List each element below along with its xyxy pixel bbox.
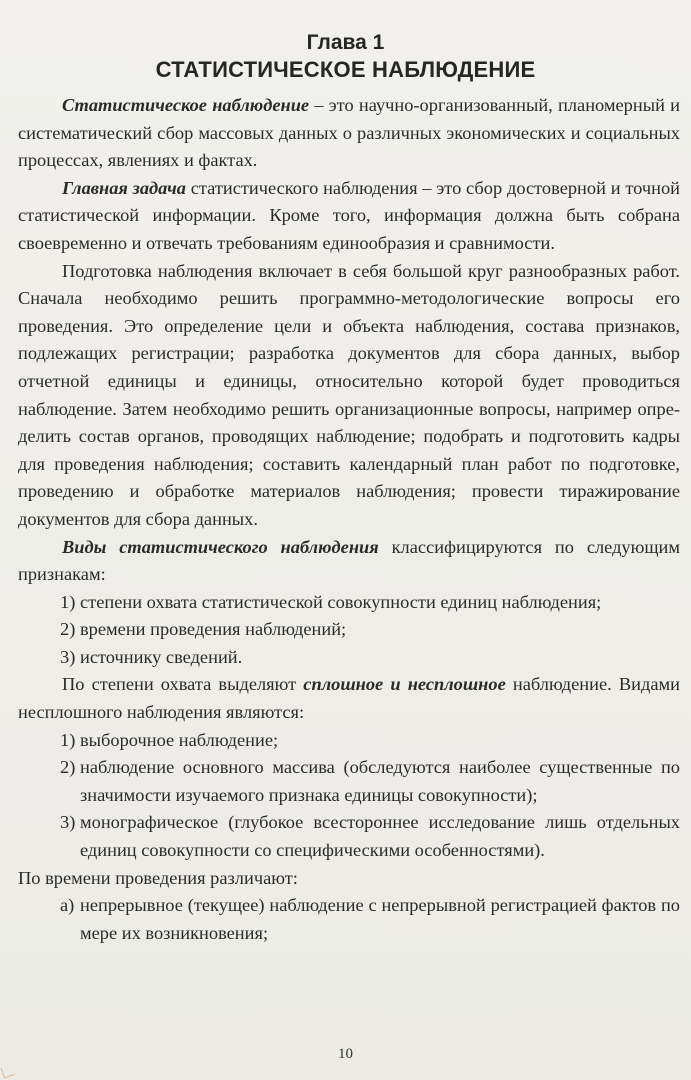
chapter-title: СТАТИСТИЧЕСКОЕ НАБЛЮДЕНИЕ	[155, 57, 536, 82]
list-marker: а)	[60, 895, 75, 916]
term-statistical-observation: Статистическое наблюдение	[62, 95, 310, 115]
list-marker: 1)	[60, 729, 76, 750]
page-number: 10	[338, 1046, 353, 1062]
paragraph-coverage	[18, 671, 680, 726]
list-item	[18, 892, 680, 947]
term-continuous-noncontinuous: сплошное и несплошное	[303, 674, 506, 695]
list-marker: 3)	[60, 646, 76, 667]
list-item	[18, 644, 680, 672]
list-item-text: источнику сведений.	[80, 646, 243, 667]
paragraph-preparation: Подготовка наблюдения включает в себя большой круг разнообразных работ. Сначала необходимо решить программно-методологические вопросы его проведения. Это определение цели и объекта наблюдения, состава признаков, подлежащих регистрации; разработка документов для сбора данных, выбор отчетной единицы и единицы, относительно которой будет проводиться наблюдение. Затем необходимо решить организационные вопросы, например определить состав органов, проводящих наблюдение; подобрать и подготовить кадры для проведения наблюдения; составить календарный план работ по подготовке, проведению и обработке материалов наблюдения; провести тиражирование документов для сбора данных.	[18, 260, 680, 529]
list-item-text: наблюдение основного массива (обследуются наиболее существенные по значимости изучаемого признака единицы совокупности);	[80, 757, 680, 805]
paragraph-types	[18, 534, 680, 589]
paragraph-text: классифицируются по следующим признакам:	[18, 536, 681, 585]
list-item	[18, 616, 680, 644]
term-main-task: Главная задача	[62, 177, 186, 198]
list-marker: 1)	[60, 591, 76, 612]
paragraph-text: статистического наблюдения – это сбор достоверной и точной статистической информации. Кроме того, информация должна быть собрана своевременно и отвечать требованиям единообразия и сравнимости.	[18, 177, 680, 253]
corner-mark	[0, 1064, 14, 1078]
list-item	[18, 727, 680, 755]
paragraph-time: По времени проведения различают:	[18, 867, 298, 888]
list-item-text: выборочное наблюдение;	[80, 729, 279, 750]
paragraph-main-task	[18, 175, 680, 258]
paragraph-text: наблюдение. Видами несплошного наблюдения являются:	[18, 674, 680, 723]
list-item	[18, 589, 680, 617]
list-item-text: степени охвата статистической совокупности единиц наблюдения;	[80, 591, 602, 612]
paragraph-text: По степени охвата выделяют	[62, 674, 304, 695]
list-item-text: непрерывное (текущее) наблюдение с непрерывной регистрацией фактов по мере их возникновения;	[80, 895, 680, 943]
list-marker: 3)	[60, 812, 76, 833]
list-noncontinuous-types	[18, 727, 680, 865]
chapter-number: Глава 1	[306, 31, 385, 54]
list-marker: 2)	[60, 619, 76, 640]
list-item	[18, 809, 680, 864]
paragraph-text: – это научно-организованный, планомерный и систематический сбор массовых данных о различных экономических и социальных процессах, явлениях и фактах.	[18, 95, 680, 171]
list-item-text: монографическое (глубокое всестороннее исследование лишь отдельных единиц совокупности со специфическими особенностями).	[80, 812, 680, 861]
term-observation-types: Виды статистического наблюдения	[62, 536, 379, 557]
list-item-text: времени проведения наблюдений;	[80, 619, 347, 640]
list-criteria	[18, 589, 680, 672]
list-item	[18, 754, 680, 809]
paragraph-definition	[18, 92, 680, 175]
list-time-types	[18, 892, 680, 947]
body-text	[18, 92, 680, 947]
list-marker: 2)	[60, 757, 76, 778]
